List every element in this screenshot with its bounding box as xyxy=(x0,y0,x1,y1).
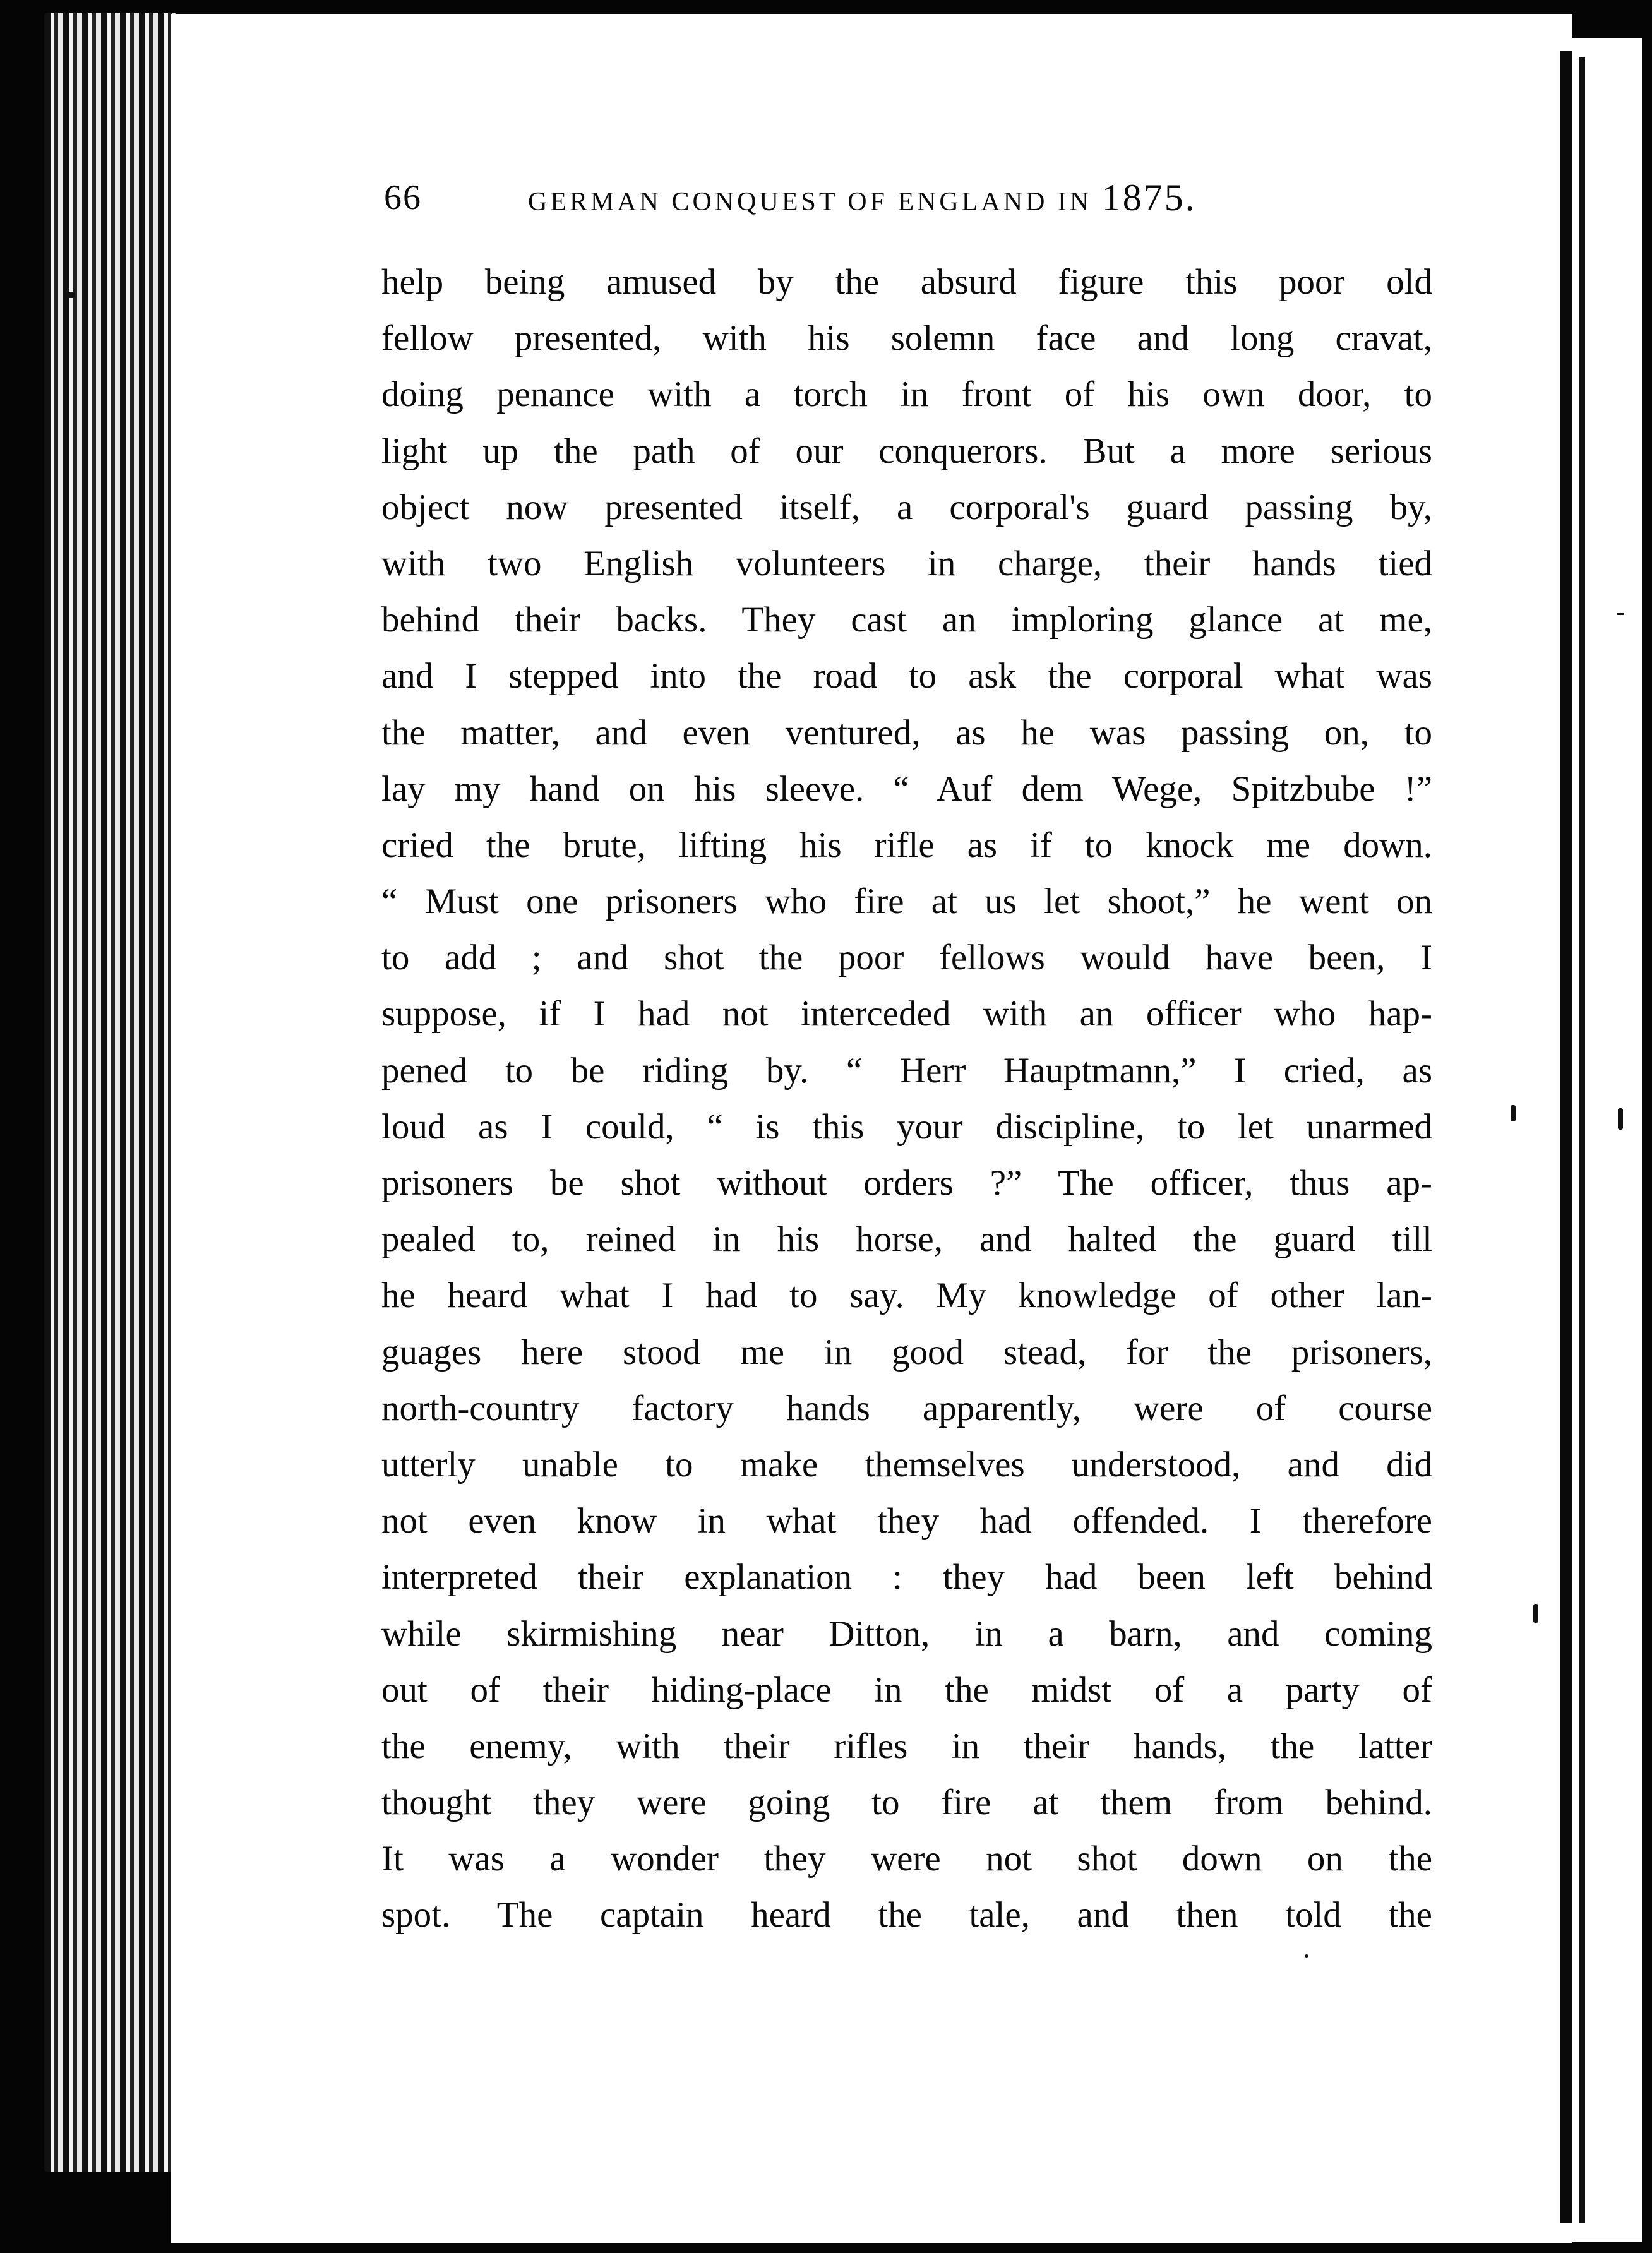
text-line: to add ; and shot the poor fellows would have been, I xyxy=(381,938,1432,978)
text-line: cried the brute, lifting his rifle as if to knock me down. xyxy=(381,825,1432,865)
text-line: loud as I could, “ is this your discipline, to let unarmed xyxy=(381,1106,1432,1147)
running-header xyxy=(384,169,1306,226)
scan-speck xyxy=(1511,1105,1516,1121)
running-title-year: 1875. xyxy=(1101,177,1197,218)
text-line: behind their backs. They cast an imploring glance at me, xyxy=(381,600,1432,640)
text-line: north-country factory hands apparently, were of course xyxy=(381,1388,1432,1428)
text-line: pened to be riding by. “ Herr Hauptmann,” I cried, as xyxy=(381,1050,1432,1091)
scan-speck xyxy=(1305,1954,1308,1958)
text-line: light up the path of our conquerors. But a more serious xyxy=(381,431,1432,471)
text-line: It was a wonder they were not shot down on the xyxy=(381,1839,1432,1879)
running-title xyxy=(528,169,1197,230)
text-line: he heard what I had to say. My knowledge of other lan- xyxy=(381,1276,1432,1316)
text-line: guages here stood me in good stead, for the prisoners, xyxy=(381,1332,1432,1372)
scan-speck xyxy=(1533,1604,1538,1623)
running-title-text: GERMAN CONQUEST OF ENGLAND IN xyxy=(528,188,1092,217)
text-line: the matter, and even ventured, as he was passing on, to xyxy=(381,712,1432,753)
text-line: doing penance with a torch in front of his own door, to xyxy=(381,374,1432,415)
text-line: prisoners be shot without orders ?” The officer, thus ap- xyxy=(381,1163,1432,1203)
text-line: and I stepped into the road to ask the corporal what was xyxy=(381,656,1432,696)
text-line: pealed to, reined in his horse, and halted the guard till xyxy=(381,1219,1432,1260)
text-line: spot. The captain heard the tale, and then told the xyxy=(381,1895,1432,1935)
text-line: lay my hand on his sleeve. “ Auf dem Wege, Spitzbube !” xyxy=(381,768,1432,809)
scan-speck xyxy=(68,292,75,298)
page-gutter-shadow xyxy=(1560,51,1572,2223)
page-number: 66 xyxy=(384,178,422,217)
text-line: while skirmishing near Ditton, in a barn, and coming xyxy=(381,1613,1432,1654)
text-line: with two English volunteers in charge, their hands tied xyxy=(381,543,1432,583)
scan-speck xyxy=(1617,613,1624,615)
text-line: not even know in what they had offended. I therefore xyxy=(381,1501,1432,1541)
text-line: interpreted their explanation : they had been left behind xyxy=(381,1557,1432,1598)
text-line: “ Must one prisoners who fire at us let shoot,” he went on xyxy=(381,881,1432,922)
text-line: fellow presented, with his solemn face and long cravat, xyxy=(381,318,1432,359)
text-line: help being amused by the absurd figure this poor old xyxy=(381,262,1432,302)
facing-page-edge xyxy=(1579,57,1585,2223)
text-line: the enemy, with their rifles in their hands, the latter xyxy=(381,1726,1432,1766)
text-line: object now presented itself, a corporal's guard passing by, xyxy=(381,487,1432,527)
text-line: utterly unable to make themselves understood, and did xyxy=(381,1444,1432,1485)
book-page-edges xyxy=(44,13,177,2172)
text-line: out of their hiding-place in the midst of a party of xyxy=(381,1670,1432,1710)
body-text xyxy=(381,254,1432,1944)
text-line: suppose, if I had not interceded with an officer who hap- xyxy=(381,994,1432,1034)
scan-speck xyxy=(1618,1108,1623,1130)
text-line: thought they were going to fire at them from behind. xyxy=(381,1783,1432,1823)
